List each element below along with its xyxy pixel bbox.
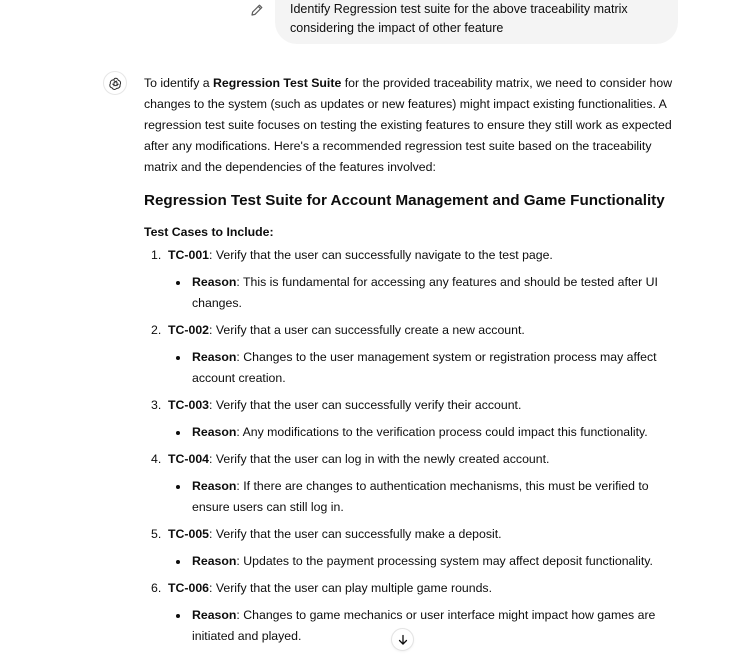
suite-title: Regression Test Suite for Account Management and Game Functionality [144, 192, 665, 209]
test-case-id: TC-002 [168, 323, 210, 337]
list-number: 1. [151, 248, 162, 262]
assistant-avatar [103, 71, 127, 95]
test-case-desc: : Verify that the user can successfully navigate to the test page. [209, 248, 553, 262]
test-case-list [144, 245, 679, 647]
reason-item [168, 551, 679, 572]
test-case-id: TC-003 [168, 398, 210, 412]
test-case-id: TC-001 [168, 248, 210, 262]
openai-logo-icon [108, 76, 123, 91]
reason-text: : Any modifications to the verification process could impact this functionality. [236, 425, 648, 439]
list-number: 2. [151, 323, 162, 337]
test-case-item [144, 449, 679, 518]
test-case-desc: : Verify that a user can successfully create a new account. [209, 323, 525, 337]
intro-text-pre: To identify a [144, 76, 214, 90]
list-number: 3. [151, 398, 162, 412]
reason-label: Reason [192, 275, 237, 289]
user-message-text: Identify Regression test suite for the above traceability matrix considering the impact of other feature [290, 2, 628, 35]
reason-item [168, 605, 679, 647]
reason-label: Reason [192, 350, 237, 364]
reason-label: Reason [192, 554, 237, 568]
test-case-item [144, 245, 679, 314]
reason-label: Reason [192, 608, 237, 622]
test-case-id: TC-004 [168, 452, 210, 466]
pencil-icon[interactable] [249, 2, 265, 18]
list-number: 4. [151, 452, 162, 466]
test-case-id: TC-006 [168, 581, 210, 595]
reason-text: : Updates to the payment processing system may affect deposit functionality. [236, 554, 653, 568]
reason-item [168, 272, 679, 314]
reason-label: Reason [192, 425, 237, 439]
reason-label: Reason [192, 479, 237, 493]
test-case-id: TC-005 [168, 527, 210, 541]
test-case-desc: : Verify that the user can successfully make a deposit. [209, 527, 502, 541]
intro-text-bold: Regression Test Suite [213, 76, 342, 90]
list-number: 5. [151, 527, 162, 541]
test-case-item [144, 395, 679, 443]
list-number: 6. [151, 581, 162, 595]
assistant-message [144, 73, 679, 653]
reason-text: : Changes to the user management system or registration process may affect account creation. [192, 350, 657, 385]
reason-text: : This is fundamental for accessing any features and should be tested after UI changes. [192, 275, 658, 310]
reason-item [168, 347, 679, 389]
reason-text: : If there are changes to authentication mechanisms, this must be verified to ensure users can still log in. [192, 479, 649, 514]
reason-item [168, 422, 679, 443]
intro-text-post: for the provided traceability matrix, we need to consider how changes to the system (such as updates or new features) might impact existing functionalities. A regression test suite focuses on testing the existing features to ensure they still work as expected after any modifications. Here's a recommended regression test suite based on the traceability matrix and the dependencies of the features involved: [144, 76, 673, 174]
test-cases-heading: Test Cases to Include: [144, 225, 274, 239]
user-message-bubble [275, 0, 678, 44]
user-message-row [0, 0, 755, 44]
intro-paragraph [144, 73, 679, 178]
arrow-down-icon [397, 634, 409, 646]
scroll-to-bottom-button[interactable] [391, 628, 414, 651]
reason-item [168, 476, 679, 518]
reason-text: : Changes to game mechanics or user interface might impact how games are initiated and played. [192, 608, 656, 643]
test-case-item [144, 320, 679, 389]
test-case-desc: : Verify that the user can log in with the newly created account. [209, 452, 550, 466]
test-case-desc: : Verify that the user can successfully verify their account. [209, 398, 522, 412]
test-case-desc: : Verify that the user can play multiple game rounds. [209, 581, 492, 595]
test-case-item [144, 524, 679, 572]
